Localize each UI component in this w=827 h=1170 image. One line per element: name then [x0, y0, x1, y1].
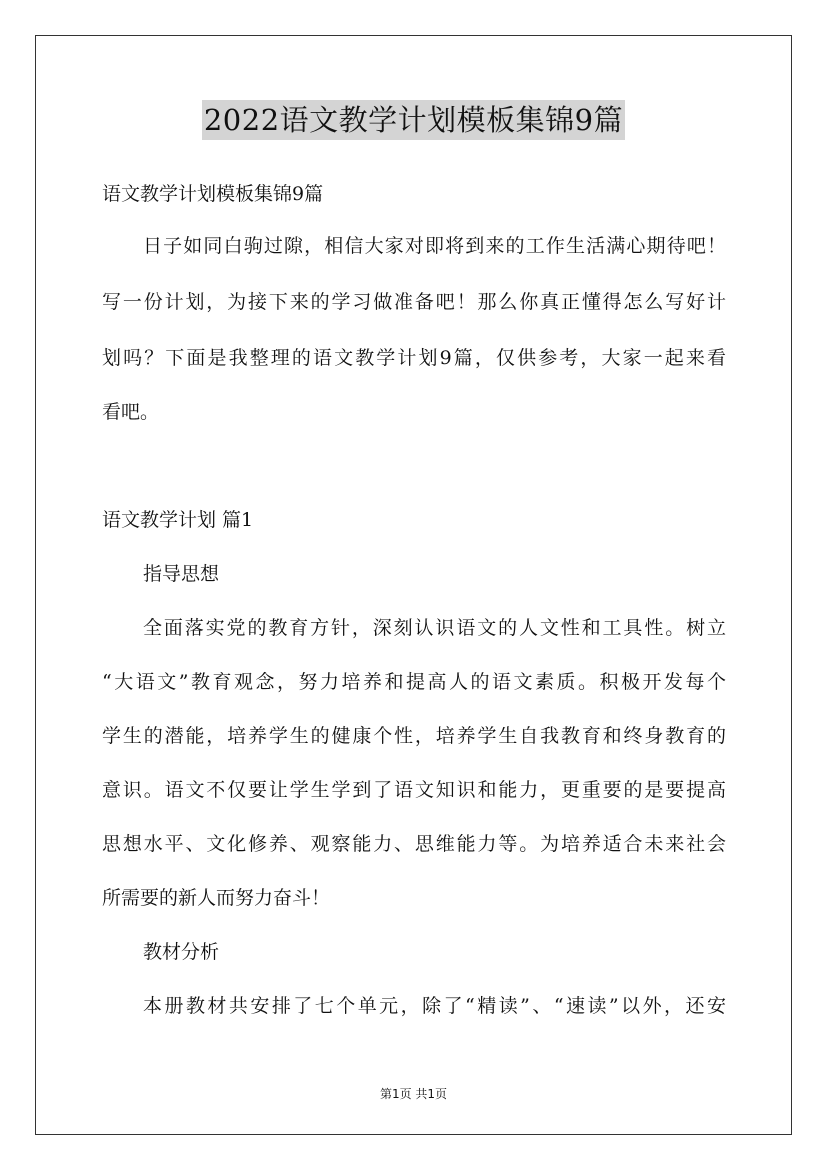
title-container — [0, 100, 827, 140]
guide-line-3: 学生的潜能，培养学生的健康个性，培养学生自我教育和终身教育的 — [102, 725, 726, 747]
guide-line-6: 所需要的新人而努力奋斗！ — [102, 887, 331, 909]
material-heading: 教材分析 — [143, 941, 220, 963]
page-footer: 第1页 共1页 — [379, 1087, 448, 1101]
intro-line-2: 写一份计划，为接下来的学习做准备吧！那么你真正懂得怎么写好计 — [102, 291, 726, 313]
guide-line-4: 意识。语文不仅要让学生学到了语文知识和能力，更重要的是要提高 — [102, 779, 726, 801]
material-line-1: 本册教材共安排了七个单元，除了“精读”、“速读”以外，还安 — [143, 995, 726, 1017]
document-title: 2022语文教学计划模板集锦9篇 — [202, 100, 625, 140]
intro-line-4: 看吧。 — [102, 401, 160, 423]
guide-line-2: “大语文”教育观念，努力培养和提高人的语文素质。积极开发每个 — [102, 671, 726, 693]
guide-line-1: 全面落实党的教育方针，深刻认识语文的人文性和工具性。树立 — [143, 617, 726, 639]
intro-line-1: 日子如同白驹过隙，相信大家对即将到来的工作生活满心期待吧！ — [143, 235, 726, 257]
guide-line-5: 思想水平、文化修养、观察能力、思维能力等。为培养适合未来社会 — [102, 833, 726, 855]
document-subtitle: 语文教学计划模板集锦9篇 — [102, 183, 324, 205]
section-heading: 语文教学计划 篇1 — [102, 509, 254, 531]
intro-line-3: 划吗？下面是我整理的语文教学计划9篇，仅供参考，大家一起来看 — [102, 347, 726, 369]
guide-heading: 指导思想 — [143, 563, 220, 585]
